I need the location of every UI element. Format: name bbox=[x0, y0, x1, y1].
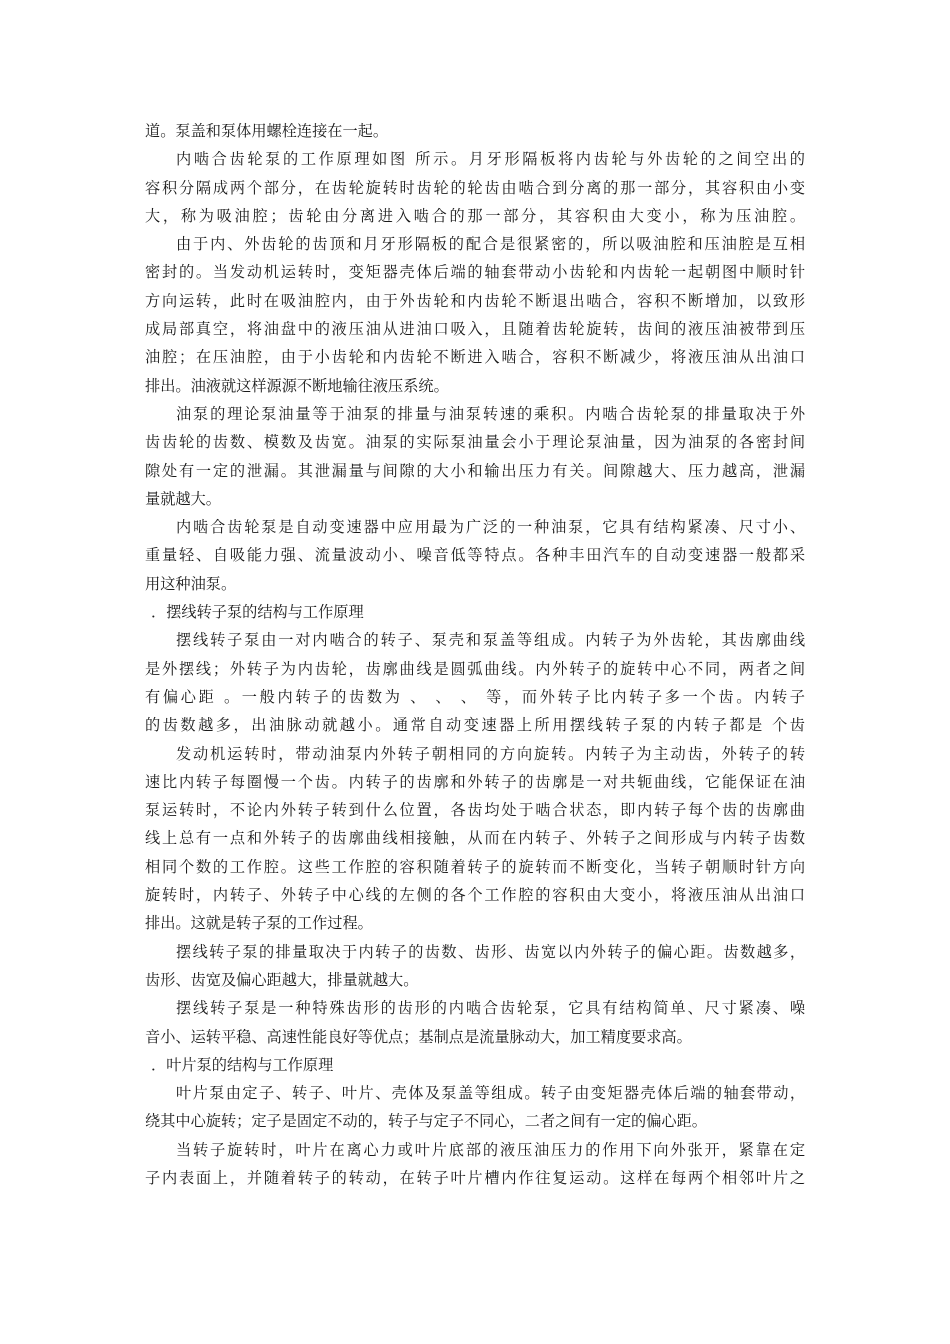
section-heading: ．摆线转子泵的结构与工作原理 bbox=[151, 603, 364, 622]
text-line: 泵运转时，不论内外转子转到什么位置，各齿均处于啮合状态，即内转子每个齿的齿廓曲 bbox=[145, 801, 805, 820]
text-line: 油腔；在压油腔，由于小齿轮和内齿轮不断进入啮合，容积不断减少，将液压油从出油口 bbox=[145, 348, 805, 367]
text-line: 有偏心距 。一般内转子的齿数为 、 、 、 等，而外转子比内转子多一个齿。内转子 bbox=[145, 687, 805, 706]
text-line: 道。泵盖和泵体用螺栓连接在一起。 bbox=[145, 122, 388, 140]
text-line: 齿齿轮的齿数、模数及齿宽。油泵的实际泵油量会小于理论泵油量，因为油泵的各密封间 bbox=[145, 433, 805, 452]
text-line: 重量轻、自吸能力强、流量波动小、噪音低等特点。各种丰田汽车的自动变速器一般都采 bbox=[145, 546, 805, 565]
text-line: 当转子旋转时，叶片在离心力或叶片底部的液压油压力的作用下向外张开，紧靠在定 bbox=[176, 1140, 805, 1159]
text-line: 用这种油泵。 bbox=[145, 574, 237, 593]
text-line: 的齿数越多，出油脉动就越小。通常自动变速器上所用摆线转子泵的内转子都是 个齿 bbox=[145, 716, 805, 735]
body-text bbox=[145, 117, 805, 1192]
text-line: 摆线转子泵是一种特殊齿形的齿形的内啮合齿轮泵，它具有结构简单、尺寸紧凑、噪 bbox=[176, 999, 805, 1018]
text-line: 容积分隔成两个部分，在齿轮旋转时齿轮的轮齿由啮合到分离的那一部分，其容积由小变 bbox=[145, 178, 805, 197]
text-line: 旋转时，内转子、外转子中心线的左侧的各个工作腔的容积由大变小，将液压油从出油口 bbox=[145, 886, 805, 905]
text-line: 量就越大。 bbox=[145, 489, 221, 508]
text-line: 速比内转子每圈慢一个齿。内转子的齿廓和外转子的齿廓是一对共轭曲线，它能保证在油 bbox=[145, 772, 805, 791]
text-line: 由于内、外齿轮的齿顶和月牙形隔板的配合是很紧密的，所以吸油腔和压油腔是互相 bbox=[176, 235, 805, 254]
text-line: 绕其中心旋转；定子是固定不动的，转子与定子不同心，二者之间有一定的偏心距。 bbox=[145, 1112, 707, 1131]
text-line: 成局部真空，将油盘中的液压油从进油口吸入，且随着齿轮旋转，齿间的液压油被带到压 bbox=[145, 320, 805, 339]
text-line: 发动机运转时，带动油泵内外转子朝相同的方向旋转。内转子为主动齿，外转子的转 bbox=[176, 744, 805, 763]
text-line: 密封的。当发动机运转时，变矩器壳体后端的轴套带动小齿轮和内齿轮一起朝图中顺时针 bbox=[145, 263, 805, 282]
text-line: 内啮合齿轮泵的工作原理如图 所示。月牙形隔板将内齿轮与外齿轮的之间空出的 bbox=[176, 150, 805, 169]
text-line: 油泵的理论泵油量等于油泵的排量与油泵转速的乘积。内啮合齿轮泵的排量取决于外 bbox=[176, 404, 805, 423]
text-line: 排出。这就是转子泵的工作过程。 bbox=[145, 914, 373, 933]
text-line: 音小、运转平稳、高速性能良好等优点；基制点是流量脉动大，加工精度要求高。 bbox=[145, 1027, 692, 1046]
text-line: 摆线转子泵的排量取决于内转子的齿数、齿形、齿宽以内外转子的偏心距。齿数越多， bbox=[176, 942, 805, 961]
text-line: 大，称为吸油腔；齿轮由分离进入啮合的那一部分，其容积由大变小，称为压油腔。 bbox=[145, 206, 805, 225]
text-line: 排出。油液就这样源源不断地输往液压系统。 bbox=[145, 376, 449, 395]
text-line: 齿形、齿宽及偏心距越大，排量就越大。 bbox=[145, 970, 419, 989]
section-heading: ．叶片泵的结构与工作原理 bbox=[151, 1055, 334, 1074]
text-line: 是外摆线；外转子为内齿轮，齿廓曲线是圆弧曲线。内外转子的旋转中心不同，两者之间 bbox=[145, 659, 805, 678]
text-line: 摆线转子泵由一对内啮合的转子、泵壳和泵盖等组成。内转子为外齿轮，其齿廓曲线 bbox=[176, 631, 805, 650]
text-line: 子内表面上，并随着转子的转动，在转子叶片槽内作往复运动。这样在每两个相邻叶片之 bbox=[145, 1168, 805, 1187]
text-line: 内啮合齿轮泵是自动变速器中应用最为广泛的一种油泵，它具有结构紧凑、尺寸小、 bbox=[176, 518, 805, 537]
text-line: 相同个数的工作腔。这些工作腔的容积随着转子的旋转而不断变化，当转子朝顺时针方向 bbox=[145, 857, 805, 876]
text-line: 叶片泵由定子、转子、叶片、壳体及泵盖等组成。转子由变矩器壳体后端的轴套带动， bbox=[176, 1084, 805, 1103]
text-line: 线上总有一点和外转子的齿廓曲线相接触，从而在内转子、外转子之间形成与内转子齿数 bbox=[145, 829, 805, 848]
text-line: 方向运转，此时在吸油腔内，由于外齿轮和内齿轮不断退出啮合，容积不断增加，以致形 bbox=[145, 291, 805, 310]
text-line: 隙处有一定的泄漏。其泄漏量与间隙的大小和输出压力有关。间隙越大、压力越高，泄漏 bbox=[145, 461, 805, 480]
